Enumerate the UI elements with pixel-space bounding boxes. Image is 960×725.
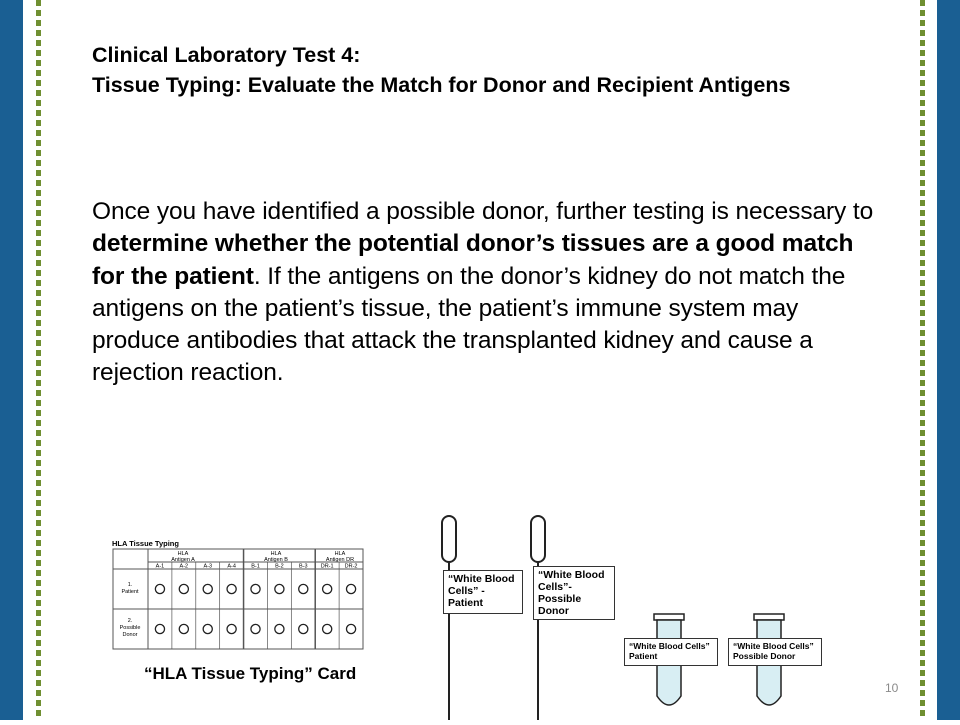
hla-group-dr-line1: HLA bbox=[334, 551, 346, 557]
title-line-1: Clinical Laboratory Test 4: bbox=[92, 43, 361, 67]
hla-group-b-line1: HLA bbox=[270, 551, 282, 557]
tube-donor-rim bbox=[754, 614, 784, 620]
slide-body-text bbox=[92, 196, 882, 390]
tube-donor-label-line1: “White Blood Cells” bbox=[733, 641, 814, 651]
hla-donor-antigen-circle bbox=[323, 624, 332, 633]
tube-patient-label-line2: Patient bbox=[629, 651, 658, 661]
hla-donor-antigen-circle bbox=[203, 624, 212, 633]
hla-group-a-line1: HLA bbox=[177, 551, 189, 557]
hla-group-dr-line2: Antigen DR bbox=[325, 557, 355, 563]
tube-patient-label bbox=[624, 638, 718, 666]
hla-patient-antigen-circle bbox=[227, 584, 236, 593]
hla-donor-antigen-circle bbox=[346, 624, 355, 633]
tube-donor-label bbox=[728, 638, 822, 666]
hla-group-b-header bbox=[264, 551, 288, 563]
hla-group-a-header bbox=[171, 551, 195, 563]
hla-column-header: A-1 bbox=[155, 563, 165, 570]
hla-column-header: A-4 bbox=[227, 563, 236, 570]
tube-patient-label-line1: “White Blood Cells” bbox=[629, 641, 710, 651]
hla-patient-antigen-circle bbox=[179, 584, 188, 593]
hla-patient-antigen-circle bbox=[275, 584, 284, 593]
hla-row2-label-line2: Donor bbox=[122, 632, 138, 638]
body-text-emphasis: determine whether the potential donor’s tissues are a good match for the patient bbox=[92, 230, 854, 290]
hla-tissue-typing-card bbox=[112, 538, 364, 650]
dropper-donor-bulb bbox=[531, 516, 545, 562]
dropper-patient-bulb bbox=[442, 516, 456, 562]
dropper-patient-label: “White Blood Cells” - Patient bbox=[443, 570, 523, 614]
hla-row1-number: 1. bbox=[127, 582, 133, 588]
hla-patient-antigen-circle bbox=[323, 584, 332, 593]
hla-group-dr-header bbox=[326, 551, 354, 563]
hla-column-header: A-2 bbox=[179, 563, 189, 570]
hla-group-a-line2: Antigen A bbox=[171, 557, 195, 563]
hla-column-header: A-3 bbox=[203, 563, 213, 570]
hla-columns bbox=[155, 549, 357, 649]
hla-patient-antigen-circle bbox=[299, 584, 308, 593]
hla-column-header: DR-2 bbox=[344, 563, 358, 570]
left-dotted-border bbox=[36, 0, 41, 720]
hla-column-header: B-3 bbox=[298, 563, 308, 570]
dropper-illustration bbox=[425, 512, 625, 720]
hla-donor-antigen-circle bbox=[251, 624, 260, 633]
hla-donor-antigen-circle bbox=[299, 624, 308, 633]
hla-card-heading: HLA Tissue Typing bbox=[112, 539, 179, 548]
body-text-part-2: . If the antigens on the donor’s kidney do not match the antigens on the patient’s tissue, the patient’s immune system may produce antibodies that attack the transplanted kidney and cause a rejection reaction. bbox=[92, 262, 846, 387]
page-number: 10 bbox=[885, 681, 899, 695]
right-border-bar bbox=[937, 0, 960, 720]
body-text-part-1: Once you have identified a possible donor, further testing is necessary to bbox=[92, 198, 874, 225]
test-tube-illustration bbox=[622, 608, 822, 720]
hla-donor-antigen-circle bbox=[155, 624, 164, 633]
right-dotted-border bbox=[920, 0, 925, 720]
hla-column-header: DR-1 bbox=[320, 563, 334, 570]
tube-donor-label-line2: Possible Donor bbox=[733, 651, 796, 661]
dropper-donor-label: “White Blood Cells”- Possible Donor bbox=[533, 566, 615, 620]
title-line-2: Tissue Typing: Evaluate the Match for Donor and Recipient Antigens bbox=[92, 73, 791, 97]
hla-patient-antigen-circle bbox=[203, 584, 212, 593]
hla-donor-antigen-circle bbox=[275, 624, 284, 633]
hla-donor-antigen-circle bbox=[179, 624, 188, 633]
left-border-bar bbox=[0, 0, 23, 720]
slide-title bbox=[92, 40, 872, 100]
hla-patient-antigen-circle bbox=[346, 584, 355, 593]
hla-patient-antigen-circle bbox=[155, 584, 164, 593]
dropper-patient bbox=[442, 516, 456, 720]
hla-group-b-line2: Antigen B bbox=[264, 557, 288, 563]
hla-card-caption: “HLA Tissue Typing” Card bbox=[144, 664, 357, 683]
hla-row1-label: Patient bbox=[121, 589, 139, 595]
hla-row2-number: 2. bbox=[127, 618, 133, 624]
hla-column-header: B-2 bbox=[275, 563, 284, 570]
hla-column-header: B-1 bbox=[251, 563, 260, 570]
hla-patient-antigen-circle bbox=[251, 584, 260, 593]
hla-row2-label-line1: Possible bbox=[119, 625, 141, 631]
tube-patient-rim bbox=[654, 614, 684, 620]
hla-card-graphic bbox=[112, 538, 364, 650]
hla-donor-antigen-circle bbox=[227, 624, 236, 633]
